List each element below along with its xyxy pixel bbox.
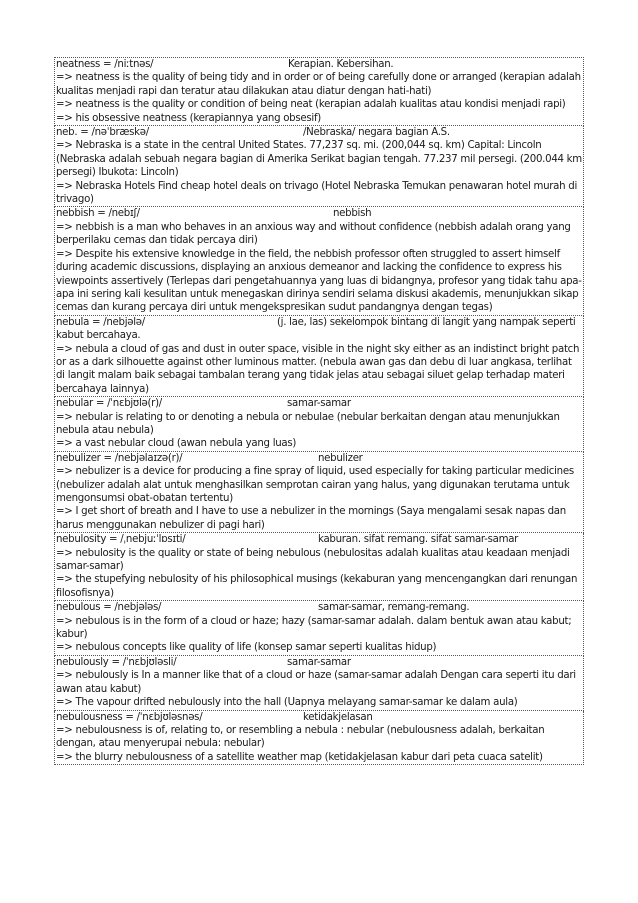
entry-gloss: samar-samar, remang-remang. bbox=[318, 602, 470, 614]
entry-header bbox=[56, 316, 582, 343]
entry-headword: nebular = /ˈnɛbjʊlə(r)/ bbox=[56, 398, 162, 410]
entry-headword: nebbish = /nebɪʃ/ bbox=[56, 208, 140, 220]
entry-line: => the blurry nebulousness of a satellite weather map (ketidakjelasan kabur dari peta cuaca satelit) bbox=[56, 751, 543, 763]
entry-header bbox=[56, 533, 582, 546]
entry-headword: nebulously = /ˈnɛbjʊləsli/ bbox=[56, 656, 177, 668]
entry-line: => nebulous is in the form of a cloud or haze; hazy (samar-samar adalah. dalam bentuk awan atau kabut; kabur) bbox=[56, 615, 572, 641]
dictionary-entry bbox=[54, 126, 584, 207]
entry-line: => nebulous concepts like quality of life (konsep samar seperti kualitas hidup) bbox=[56, 642, 437, 654]
entry-headword: neatness = /niːtnəs/ bbox=[56, 59, 154, 70]
entry-header bbox=[56, 126, 582, 139]
dictionary-entry bbox=[54, 207, 584, 315]
entry-line: => The vapour drifted nebulously into the hall (Uapnya melayang samar-samar ke dalam aula) bbox=[56, 697, 518, 709]
entry-gloss: Kerapian. Kebersihan. bbox=[288, 59, 394, 70]
dictionary-entry bbox=[54, 57, 584, 126]
entry-gloss: samar-samar bbox=[287, 656, 351, 668]
entry-gloss: nebbish bbox=[333, 208, 372, 220]
entry-gloss: /Nebraska/ negara bagian A.S. bbox=[303, 127, 450, 139]
entry-line: => Despite his extensive knowledge in the field, the nebbish professor often struggled to assert himself during academic discussions, displaying an anxious demeanor and lacking the confidence to express his viewpoints assertively (Terlepas dari pengetahuannya yang luas di bidangnya, profesor yang tidak tahu apa-apa ini sering kali kesulitan untuk menegaskan dirinya sendiri selama diskusi akademis, menunjukkan sikap cemas dan kurang percaya diri untuk mengekspresikan sudut pandangnya dengan tegas) bbox=[56, 248, 582, 314]
entry-gloss: (j. lae, las) sekelompok bintang di langit yang nampak seperti kabut bercahaya. bbox=[56, 316, 576, 342]
entry-header bbox=[56, 601, 582, 614]
entry-gloss: kaburan. sifat remang. sifat samar-samar bbox=[318, 534, 519, 546]
entry-line: => a vast nebular cloud (awan nebula yang luas) bbox=[56, 438, 297, 450]
entry-line: => neatness is the quality of being tidy and in order or of being carefully done or arranged (kerapian adalah kualitas menjadi rapi dan teratur atau dilakukan atau diatur dengan hati-hati) bbox=[56, 72, 581, 97]
entry-line: => neatness is the quality or condition of being neat (kerapian adalah kualitas atau kondisi menjadi rapi) bbox=[56, 99, 566, 111]
entry-line: => nebulosity is the quality or state of being nebulous (nebulositas adalah kualitas atau keadaan menjadi samar-samar) bbox=[56, 547, 570, 573]
entry-line: => I get short of breath and I have to use a nebulizer in the mornings (Saya mengalami sesak napas dan harus menggunakan nebulizer di pagi hari) bbox=[56, 506, 566, 531]
entry-line: => his obsessive neatness (kerapiannya yang obsesif) bbox=[56, 112, 321, 124]
entry-line: => nebulousness is of, relating to, or resembling a nebula : nebular (nebulousness adalah, berkaitan dengan, atau menyerupai nebula: nebular) bbox=[56, 724, 545, 750]
dictionary-entry bbox=[54, 656, 584, 711]
entry-headword: nebulosity = /ˌnebjuːˈlɒsɪti/ bbox=[56, 534, 186, 546]
entry-headword: nebula = /nebjələ/ bbox=[56, 316, 145, 328]
entry-line: => nebulously is In a manner like that of a cloud or haze (samar-samar adalah Dengan cara seperti itu dari awan atau kabut) bbox=[56, 670, 576, 695]
dictionary-entry bbox=[54, 397, 584, 452]
entry-gloss: samar-samar bbox=[287, 398, 351, 410]
entry-headword: nebulous = /nebjələs/ bbox=[56, 602, 162, 614]
entry-line: => nebbish is a man who behaves in an anxious way and without confidence (nebbish adalah orang yang berperilaku cemas dan tidak percaya diri) bbox=[56, 221, 571, 247]
entry-line: => nebula a cloud of gas and dust in outer space, visible in the night sky either as an indistinct bright patch or as a dark silhouette against other luminous matter. (nebula awan gas dan debu di luar angkasa, terlihat di langit malam baik sebagai tambalan terang yang tidak jelas atau sebagai siluet gelap terhadap materi bercahaya lainnya) bbox=[56, 343, 580, 395]
dictionary-document bbox=[54, 57, 584, 765]
entry-line: => nebulizer is a device for producing a fine spray of liquid, used especially for taking particular medicines (nebulizer adalah alat untuk menghasilkan semprotan cairan yang halus, yang digunakan terutama untuk mengonsumsi obat-obatan tertentu) bbox=[56, 466, 574, 504]
entry-line: => the stupefying nebulosity of his philosophical musings (kekaburan yang mencengangkan dari renungan filosofisnya) bbox=[56, 574, 578, 599]
entry-gloss: nebulizer bbox=[318, 452, 363, 464]
entry-header bbox=[56, 452, 582, 465]
entry-header bbox=[56, 207, 582, 220]
dictionary-entry bbox=[54, 711, 584, 766]
dictionary-entry bbox=[54, 601, 584, 656]
entry-header bbox=[56, 656, 582, 669]
entry-headword: nebulizer = /nebjəlaɪzə(r)/ bbox=[56, 452, 183, 464]
entry-header bbox=[56, 711, 582, 724]
dictionary-entry bbox=[54, 452, 584, 533]
entry-line: => Nebraska is a state in the central United States. 77,237 sq. mi. (200,044 sq. km) Capital: Lincoln (Nebraska adalah sebuah negara bagian di Amerika Serikat bagian tengah. 77.237 mil persegi. (200.044 km persegi) Ibukota: Lincoln) bbox=[56, 140, 582, 179]
dictionary-entry bbox=[54, 316, 584, 397]
entry-header bbox=[56, 397, 582, 410]
entry-line: => Nebraska Hotels Find cheap hotel deals on trivago (Hotel Nebraska Temukan penawaran hotel murah di trivago) bbox=[56, 180, 578, 206]
entry-line: => nebular is relating to or denoting a nebula or nebulae (nebular berkaitan dengan atau menunjukkan nebula atau nebula) bbox=[56, 411, 560, 436]
dictionary-entry bbox=[54, 533, 584, 601]
entry-headword: nebulousness = /ˈnɛbjʊləsnəs/ bbox=[56, 711, 203, 723]
entry-headword: neb. = /nəˈbræskə/ bbox=[56, 127, 149, 139]
entry-header bbox=[56, 58, 582, 71]
entry-gloss: ketidakjelasan bbox=[303, 711, 373, 723]
